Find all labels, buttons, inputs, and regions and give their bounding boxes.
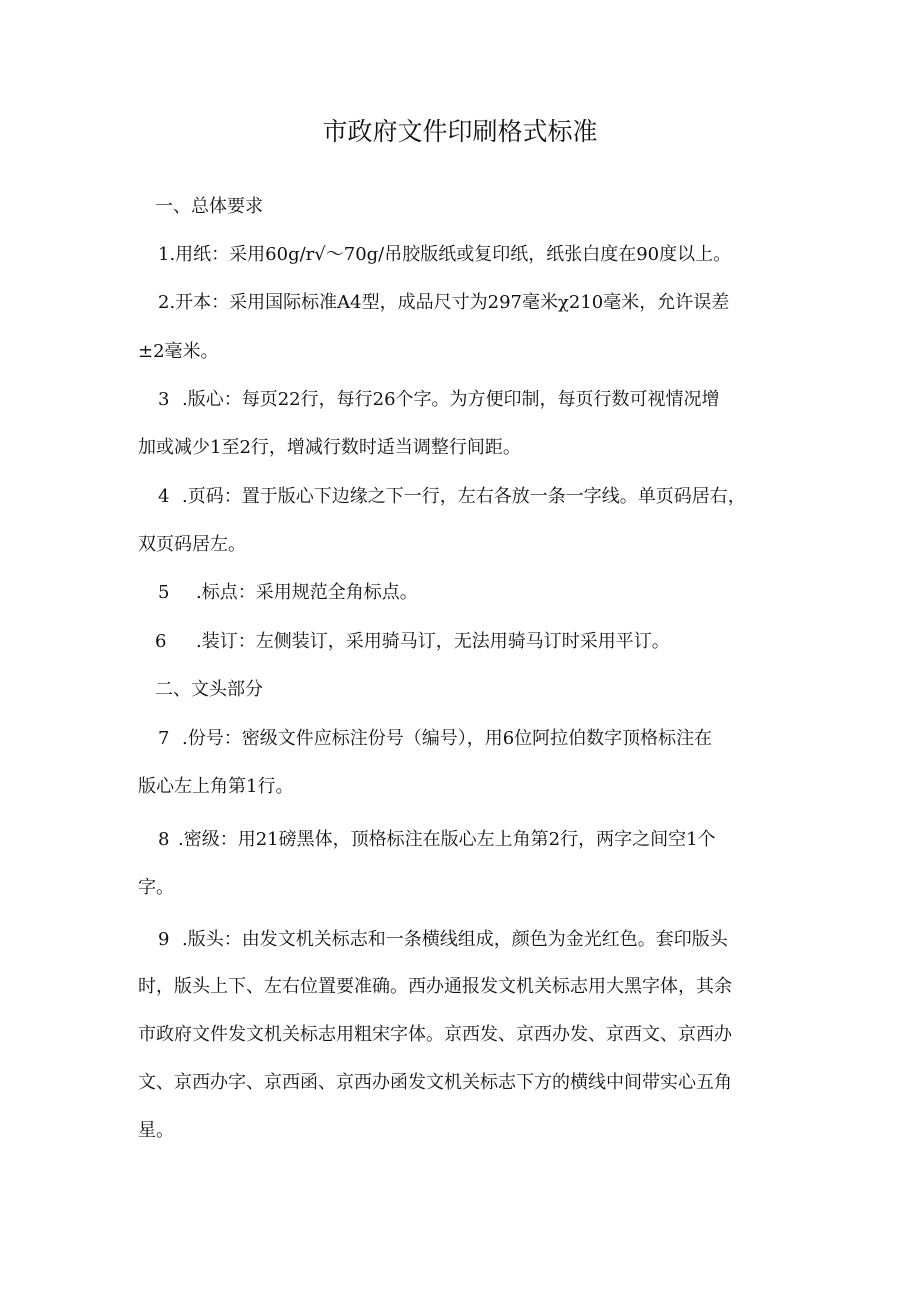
item-4-number: 4 — [158, 486, 170, 507]
item-3-line-2: 加或减少1至2行，增减行数时适当调整行间距。 — [138, 437, 521, 458]
item-3-text: .版心：每页22行，每行26个字。为方便印制，每页行数可视情况增 — [182, 389, 720, 410]
item-2-line-2: ±2毫米。 — [138, 341, 219, 362]
item-9-line-1 — [158, 925, 728, 955]
item-3-line-1 — [158, 385, 720, 415]
item-9-line-2: 时，版头上下、左右位置要准确。西办通报发文机关标志用大黑字体，其余 — [138, 976, 732, 997]
item-8-text: .密级：用21磅黑体，顶格标注在版心左上角第2行，两字之间空1个 — [178, 829, 716, 850]
item-6-number: 6 — [155, 631, 167, 652]
item-6-line-1 — [155, 627, 670, 657]
item-1-text: .用纸：采用60g∕r√～70g∕吊胶版纸或复印纸，纸张白度在90度以上。 — [169, 244, 732, 265]
item-2-number: 2 — [158, 292, 170, 313]
item-9-text: .版头：由发文机关标志和一条横线组成，颜色为金光红色。套印版头 — [182, 929, 728, 950]
item-8-line-1 — [158, 825, 716, 855]
item-8-number: 8 — [158, 829, 170, 850]
section-heading-general: 一、总体要求 — [155, 196, 263, 217]
item-7-line-1 — [158, 724, 712, 754]
item-5-text: .标点：采用规范全角标点。 — [196, 582, 418, 603]
section-heading-header: 二、文头部分 — [155, 679, 263, 700]
item-9-line-5: 星。 — [138, 1120, 174, 1141]
item-7-text: .份号：密级文件应标注份号（编号），用6位阿拉伯数字顶格标注在 — [182, 728, 713, 749]
item-4-text: .页码：置于版心下边缘之下一行，左右各放一条一字线。单页码居右， — [182, 486, 746, 507]
item-4-line-2: 双页码居左。 — [138, 534, 246, 555]
item-1-number: 1 — [158, 244, 170, 265]
item-9-line-3: 市政府文件发文机关标志用粗宋字体。京西发、京西办发、京西文、京西办 — [138, 1024, 732, 1045]
item-7-number: 7 — [158, 728, 170, 749]
item-5-line-1 — [158, 578, 418, 608]
item-6-text: .装订：左侧装订，采用骑马订，无法用骑马订时采用平订。 — [196, 631, 670, 652]
item-9-number: 9 — [158, 929, 170, 950]
item-1-line-1 — [158, 240, 731, 270]
item-7-line-2: 版心左上角第1行。 — [138, 776, 294, 797]
item-9-line-4: 文、京西办字、京西函、京西办函发文机关标志下方的横线中间带实心五角 — [138, 1072, 732, 1093]
item-8-line-2: 字。 — [138, 877, 174, 898]
item-3-number: 3 — [158, 389, 170, 410]
item-4-line-1 — [158, 482, 746, 512]
item-5-number: 5 — [158, 582, 170, 603]
item-2-text: .开本：采用国际标准A4型，成品尺寸为297毫米χ210毫米，允许误差 — [169, 292, 730, 313]
document-title: 市政府文件印刷格式标准 — [322, 117, 598, 146]
item-2-line-1 — [158, 288, 729, 318]
